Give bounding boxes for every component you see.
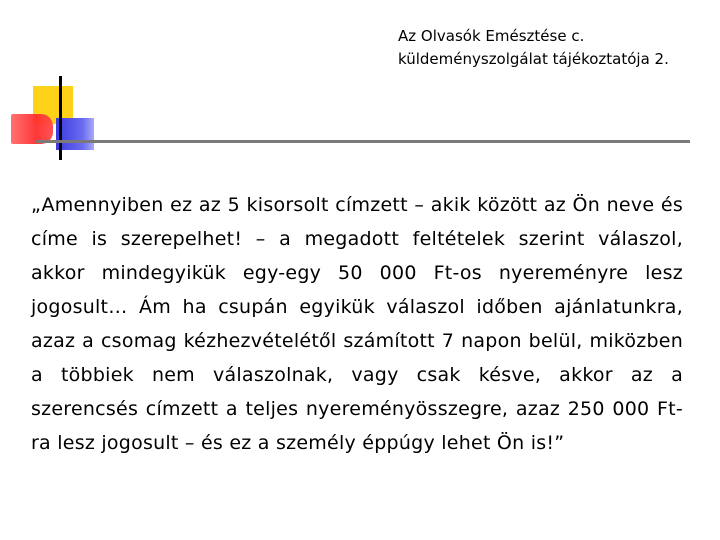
slide-title: [398, 25, 708, 71]
decor-horizontal-rule: [36, 140, 690, 143]
slide-title-line-1: Az Olvasók Emésztése c.: [398, 27, 585, 45]
decor-vertical-rule: [59, 76, 62, 160]
slide-title-line-2: küldeményszolgálat tájékoztatója 2.: [398, 50, 669, 68]
quote-paragraph: „Amennyiben ez az 5 kisorsolt címzett – akik között az Ön neve és címe is szerepelhet! – a megadott feltételek szerint válaszol, akkor mindegyikük egy-egy 50 000 Ft-os nyereményre lesz jogosult… Ám ha csupán egyikük válaszol időben ajánlatunkra, azaz a csomag kézhezvételétől számított 7 napon belül, miközben a többiek nem válaszolnak, vagy csak késve, akkor az a szerencsés címzett a teljes nyereményösszegre, azaz 250 000 Ft-ra lesz jogosult – és ez a személy éppúgy lehet Ön is!”: [31, 194, 683, 454]
